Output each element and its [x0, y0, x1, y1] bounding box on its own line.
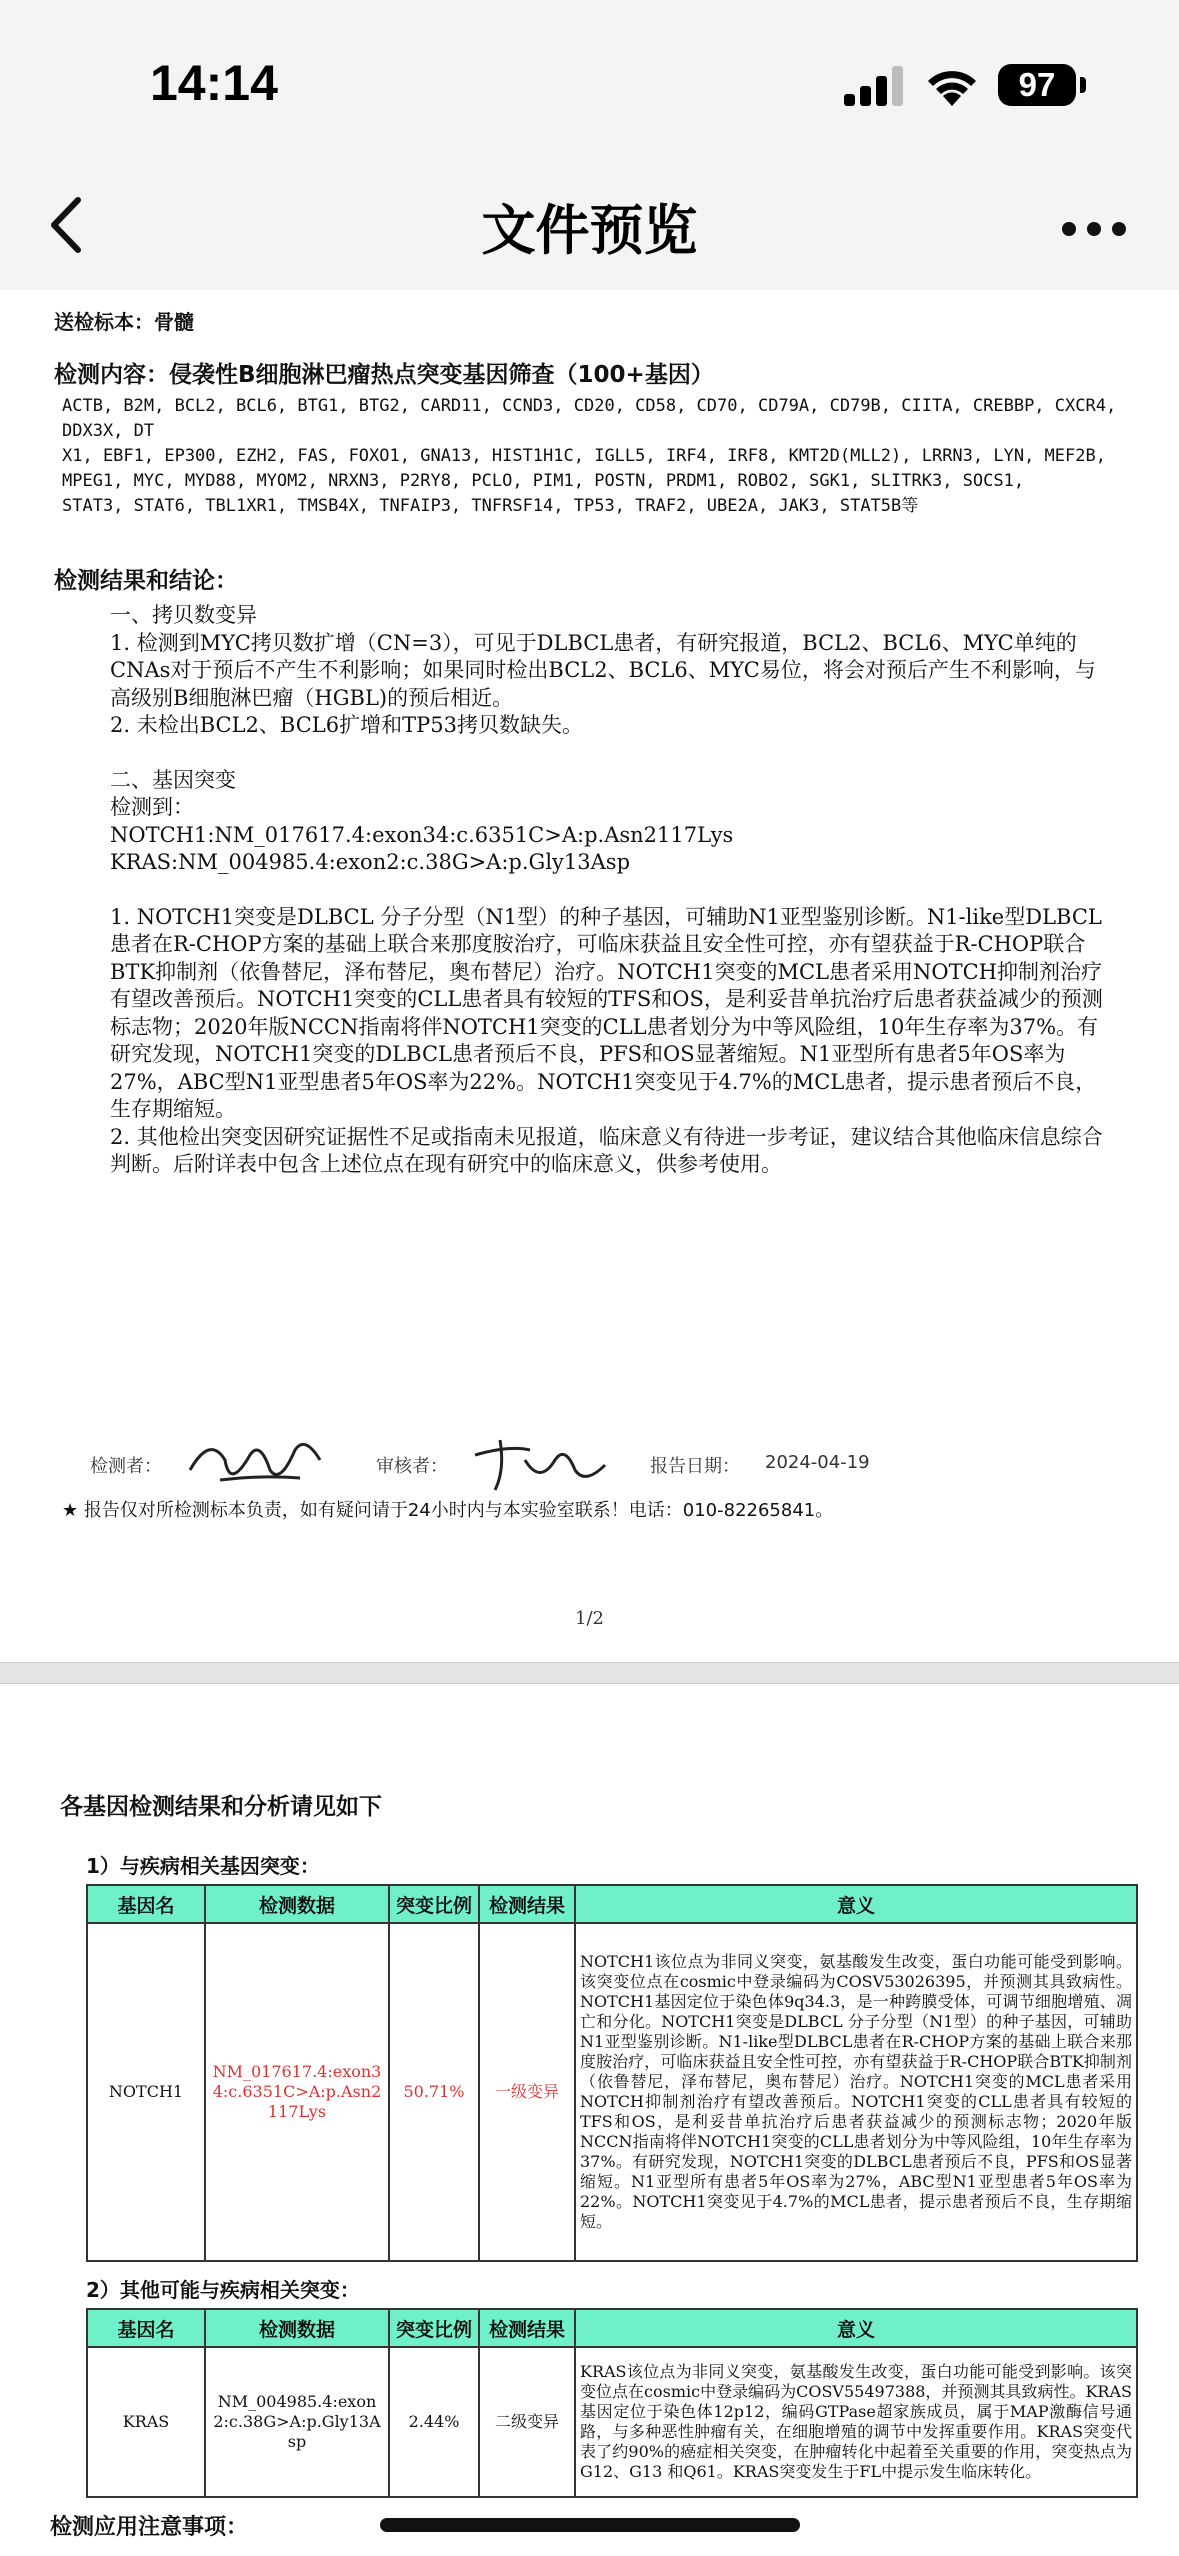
battery-icon: 97 [998, 64, 1076, 106]
date-value: 2024-04-19 [765, 1452, 870, 1473]
date-label: 报告日期： [650, 1456, 740, 1477]
section-2-title: 2）其他可能与疾病相关突变： [86, 2278, 360, 2302]
top-bar [0, 0, 1179, 290]
cnv-heading: 一、拷贝数变异 [110, 603, 257, 627]
ratio-cell: 2.44% [389, 2347, 479, 2497]
analysis-title: 各基因检测结果和分析请见如下 [60, 1794, 382, 1820]
header-data: 检测数据 [205, 1885, 389, 1923]
data-cell: NM_004985.4:exon2:c.38G>A:p.Gly13Asp [205, 2347, 389, 2497]
table-header-row [87, 2309, 1137, 2347]
header-result: 检测结果 [479, 2309, 575, 2347]
header-ratio: 突变比例 [389, 1885, 479, 1923]
mutation-notch1: NOTCH1:NM_017617.4:exon34:c.6351C>A:p.Asn2117Lys [110, 822, 734, 847]
gene-cell: KRAS [87, 2347, 205, 2497]
meaning-cell: KRAS该位点为非同义突变，氨基酸发生改变，蛋白功能可能受到影响。该突变位点在cosmic中登录编码为COSV55497388，并预测其具致病性。KRAS基因定位于染色体12p12，编码GTPase超家族成员，属于MAP激酶信号通路，与多种恶性肿瘤有关，在细胞增殖的调节中发挥重要作用。KRAS突变代表了约90%的癌症相关突变，在肿瘤转化中起着至关重要的作用，突变热点为G12、G13 和Q61。KRAS突变发生于FL中提示发生临床转化。 [575, 2347, 1137, 2497]
gene-cell: NOTCH1 [87, 1923, 205, 2261]
status-time: 14:14 [150, 55, 278, 111]
table-header-row [87, 1885, 1137, 1923]
battery-tip [1080, 77, 1086, 93]
other-mutation-table [86, 2308, 1138, 2498]
result-cell: 一级变异 [479, 1923, 575, 2261]
home-indicator[interactable] [380, 2518, 800, 2532]
report-page-2 [0, 1684, 1179, 2556]
reviewer-label: 审核者： [376, 1456, 448, 1477]
tester-signature [180, 1430, 330, 1500]
notice-text: ★ 报告仅对所检测标本负责，如有疑问请于24小时内与本实验室联系！电话：010-82265841。 [62, 1500, 834, 1521]
sample-label: 送检标本：骨髓 [54, 310, 194, 334]
ratio-cell: 50.71% [389, 1923, 479, 2261]
tester-label: 检测者： [90, 1456, 162, 1477]
table-row [87, 1923, 1137, 2261]
page-title: 文件预览 [481, 199, 698, 262]
header-meaning: 意义 [575, 2309, 1137, 2347]
results-title: 检测结果和结论： [54, 568, 238, 594]
reviewer-signature [470, 1430, 610, 1500]
cnv-item-1: 1. 检测到MYC拷贝数扩增（CN=3），可见于DLBCL患者，有研究报道，BCL2、BCL6、MYC单纯的CNAs对于预后不产生不利影响；如果同时检出BCL2、BCL6、MYC易位，将会对预后产生不利影响，与高级别B细胞淋巴瘤（HGBL)的预后相近。 [110, 630, 1096, 710]
wifi-icon [923, 62, 981, 106]
page-separator [0, 1662, 1179, 1684]
notes-title: 检测应用注意事项： [50, 2515, 249, 2540]
mutation-paragraph-1: 1. NOTCH1突变是DLBCL 分子分型（N1型）的种子基因，可辅助N1亚型鉴别诊断。N1-like型DLBCL患者在R-CHOP方案的基础上联合来那度胺治疗，可临床获益且安全性可控，亦有望获益于R-CHOP联合BTK抑制剂（依鲁替尼，泽布替尼，奥布替尼）治疗。NOTCH1突变的MCL患者采用NOTCH抑制剂治疗有望改善预后。NOTCH1突变的CLL患者具有较短的TFS和OS，是利妥昔单抗治疗后患者获益减少的预测标志物；2020年版NCCN指南将伴NOTCH1突变的CLL患者划分为中等风险组，10年生存率为37%。有研究发现，NOTCH1突变的DLBCL患者预后不良，PFS和OS显著缩短。N1亚型所有患者5年OS率为27%，ABC型N1亚型患者5年OS率为22%。NOTCH1突变见于4.7%的MCL患者，提示患者预后不良，生存期缩短。 [110, 904, 1103, 1121]
header-ratio: 突变比例 [389, 2309, 479, 2347]
disease-mutation-table [86, 1884, 1138, 2262]
signal-icon [844, 66, 906, 106]
section-1-title: 1）与疾病相关基因突变： [86, 1854, 320, 1878]
mutation-detected: 检测到： [110, 795, 194, 819]
content-title: 检测内容：侵袭性B细胞淋巴瘤热点突变基因筛查（100+基因） [54, 362, 714, 388]
header-data: 检测数据 [205, 2309, 389, 2347]
report-page-1 [0, 290, 1179, 1662]
header-meaning: 意义 [575, 1885, 1137, 1923]
gene-list: ACTB, B2M, BCL2, BCL6, BTG1, BTG2, CARD11, CCND3, CD20, CD58, CD70, CD79A, CD79B, CIITA, CREBBP, CXCR4, DDX3X, DT X1, EBF1, EP300, EZH2, FAS, FOXO1, GNA13, HIST1H1C, IGLL5, IRF4, IRF8, KMT2D(MLL2), LRRN3, LYN, MEF2B, MPEG1, MYC, MYD88, MYOM2, NRXN3, P2RY8, PCLO, PIM1, POSTN, PRDM1, ROBO2, SGK1, SLITRK3, SOCS1, STAT3, STAT6, TBL1XR1, TMSB4X, TNFAIP3, TNFRSF14, TP53, TRAF2, UBE2A, JAK3, STAT5B等 [62, 396, 1117, 516]
data-cell: NM_017617.4:exon34:c.6351C>A:p.Asn2117Lys [205, 1923, 389, 2261]
header-result: 检测结果 [479, 1885, 575, 1923]
mutation-kras: KRAS:NM_004985.4:exon2:c.38G>A:p.Gly13Asp [110, 850, 631, 874]
mutation-paragraph-2: 2. 其他检出突变因研究证据性不足或指南未见报道，临床意义有待进一步考证，建议结合其他临床信息综合判断。后附详表中包含上述位点在现有研究中的临床意义，供参考使用。 [110, 1124, 1103, 1176]
page-number: 1/2 [575, 1608, 604, 1629]
meaning-cell: NOTCH1该位点为非同义突变，氨基酸发生改变，蛋白功能可能受到影响。该突变位点在cosmic中登录编码为COSV53026395，并预测其具致病性。NOTCH1基因定位于染色体9q34.3，是一种跨膜受体，可调节细胞增殖、凋亡和分化。NOTCH1突变是DLBCL 分子分型（N1型）的种子基因，可辅助N1亚型鉴别诊断。N1-like型DLBCL患者在R-CHOP方案的基础上联合来那度胺治疗，可临床获益且安全性可控，亦有望获益于R-CHOP联合BTK抑制剂（依鲁替尼，泽布替尼，奥布替尼）治疗。NOTCH1突变的MCL患者采用NOTCH抑制剂治疗有望改善预后。NOTCH1突变的CLL患者具有较短的TFS和OS，是利妥昔单抗治疗后患者获益减少的预测标志物；2020年版NCCN指南将伴NOTCH1突变的CLL患者划分为中等风险组，10年生存率为37%。有研究发现，NOTCH1突变的DLBCL患者预后不良，PFS和OS显著缩短。N1亚型所有患者5年OS率为27%，ABC型N1亚型患者5年OS率为22%。NOTCH1突变见于4.7%的MCL患者，提示患者预后不良，生存期缩短。 [575, 1923, 1137, 2261]
more-dots-icon[interactable] [1062, 222, 1126, 236]
header-gene: 基因名 [87, 2309, 205, 2347]
result-cell: 二级变异 [479, 2347, 575, 2497]
mutation-heading: 二、基因突变 [110, 767, 236, 792]
table-row [87, 2347, 1137, 2497]
header-gene: 基因名 [87, 1885, 205, 1923]
results-body [110, 602, 1110, 1179]
cnv-item-2: 2. 未检出BCL2、BCL6扩增和TP53拷贝数缺失。 [110, 713, 583, 737]
